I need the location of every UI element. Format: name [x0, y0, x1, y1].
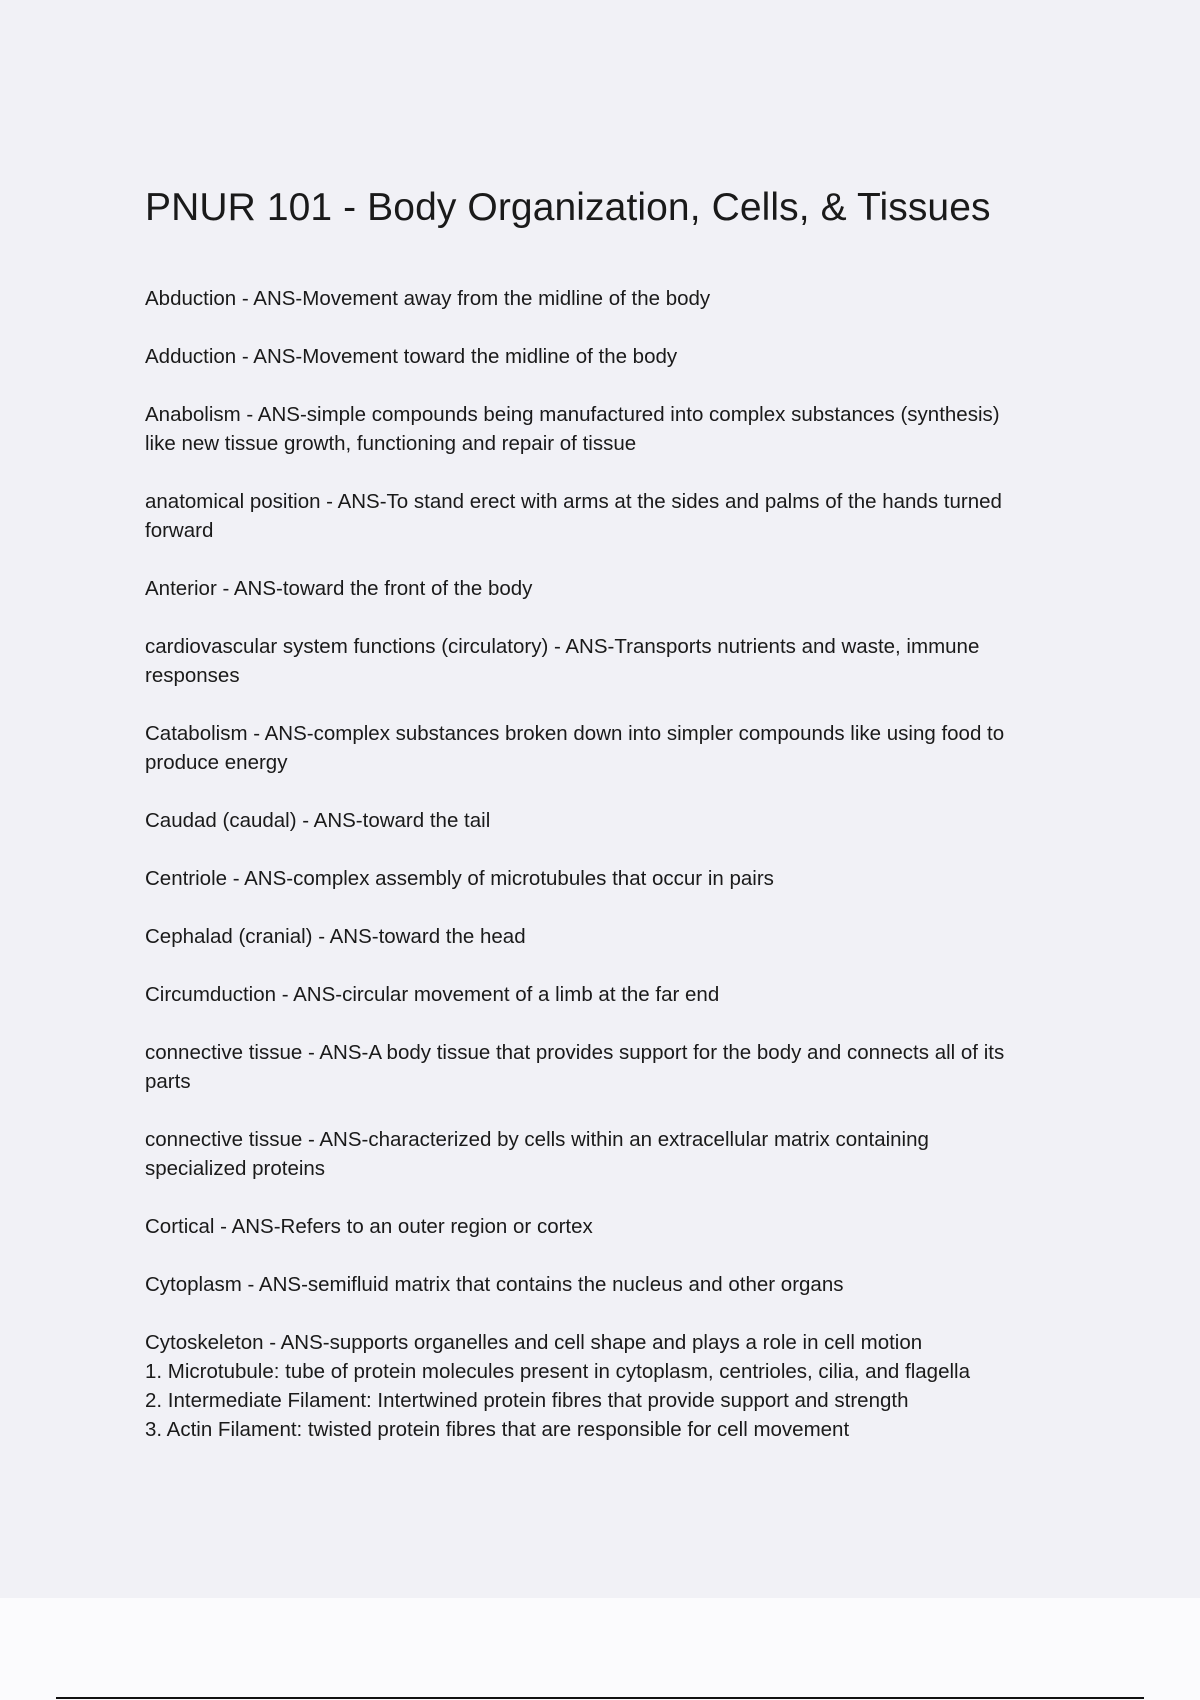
page-divider	[56, 1697, 1144, 1699]
entry-line: Cortical - ANS-Refers to an outer region or cortex	[145, 1215, 593, 1238]
glossary-entry	[145, 1125, 1085, 1183]
entry-line: specialized proteins	[145, 1157, 326, 1180]
glossary-entry	[145, 719, 1085, 777]
entry-line: responses	[145, 664, 240, 687]
entry-line: Cytoskeleton - ANS-supports organelles and cell shape and plays a role in cell motion	[145, 1331, 923, 1354]
entry-line: 3. Actin Filament: twisted protein fibres that are responsible for cell movement	[145, 1418, 850, 1441]
entry-line: produce energy	[145, 751, 288, 774]
entry-line: Caudad (caudal) - ANS-toward the tail	[145, 809, 491, 832]
entry-line: connective tissue - ANS-characterized by cells within an extracellular matrix containing	[145, 1128, 929, 1151]
entry-line: 2. Intermediate Filament: Intertwined protein fibres that provide support and strength	[145, 1389, 909, 1412]
page-title: PNUR 101 - Body Organization, Cells, & Tissues	[145, 186, 991, 229]
entry-line: cardiovascular system functions (circulatory) - ANS-Transports nutrients and waste, immune	[145, 635, 980, 658]
document-content	[145, 183, 1085, 1473]
entry-line: Abduction - ANS-Movement away from the midline of the body	[145, 287, 711, 310]
glossary-entry	[145, 342, 1085, 371]
entry-line: Cephalad (cranial) - ANS-toward the head	[145, 925, 526, 948]
entry-line: 1. Microtubule: tube of protein molecules present in cytoplasm, centrioles, cilia, and flagella	[145, 1360, 970, 1383]
glossary-entry	[145, 806, 1085, 835]
glossary-entry	[145, 632, 1085, 690]
page-gap	[0, 1598, 1200, 1700]
glossary-entry	[145, 1270, 1085, 1299]
entry-line: parts	[145, 1070, 191, 1093]
entry-line: anatomical position - ANS-To stand erect with arms at the sides and palms of the hands turned	[145, 490, 1002, 513]
entry-line: forward	[145, 519, 214, 542]
glossary-entry	[145, 284, 1085, 313]
entry-line: Anterior - ANS-toward the front of the body	[145, 577, 533, 600]
entry-line: Catabolism - ANS-complex substances broken down into simpler compounds like using food to	[145, 722, 1005, 745]
glossary-entry	[145, 1212, 1085, 1241]
entry-line: Cytoplasm - ANS-semifluid matrix that contains the nucleus and other organs	[145, 1273, 844, 1296]
glossary-entry	[145, 922, 1085, 951]
glossary-entry	[145, 1328, 1085, 1444]
entry-line: Circumduction - ANS-circular movement of a limb at the far end	[145, 983, 720, 1006]
glossary-entry	[145, 487, 1085, 545]
glossary-entry	[145, 574, 1085, 603]
entry-line: Adduction - ANS-Movement toward the midline of the body	[145, 345, 678, 368]
glossary-entry	[145, 1038, 1085, 1096]
glossary-entry	[145, 400, 1085, 458]
glossary-entry	[145, 864, 1085, 893]
entry-line: Anabolism - ANS-simple compounds being manufactured into complex substances (synthesis)	[145, 403, 1000, 426]
glossary-entry	[145, 980, 1085, 1009]
entry-line: like new tissue growth, functioning and repair of tissue	[145, 432, 637, 455]
entry-line: connective tissue - ANS-A body tissue that provides support for the body and connects all of its	[145, 1041, 1005, 1064]
entry-line: Centriole - ANS-complex assembly of microtubules that occur in pairs	[145, 867, 774, 890]
